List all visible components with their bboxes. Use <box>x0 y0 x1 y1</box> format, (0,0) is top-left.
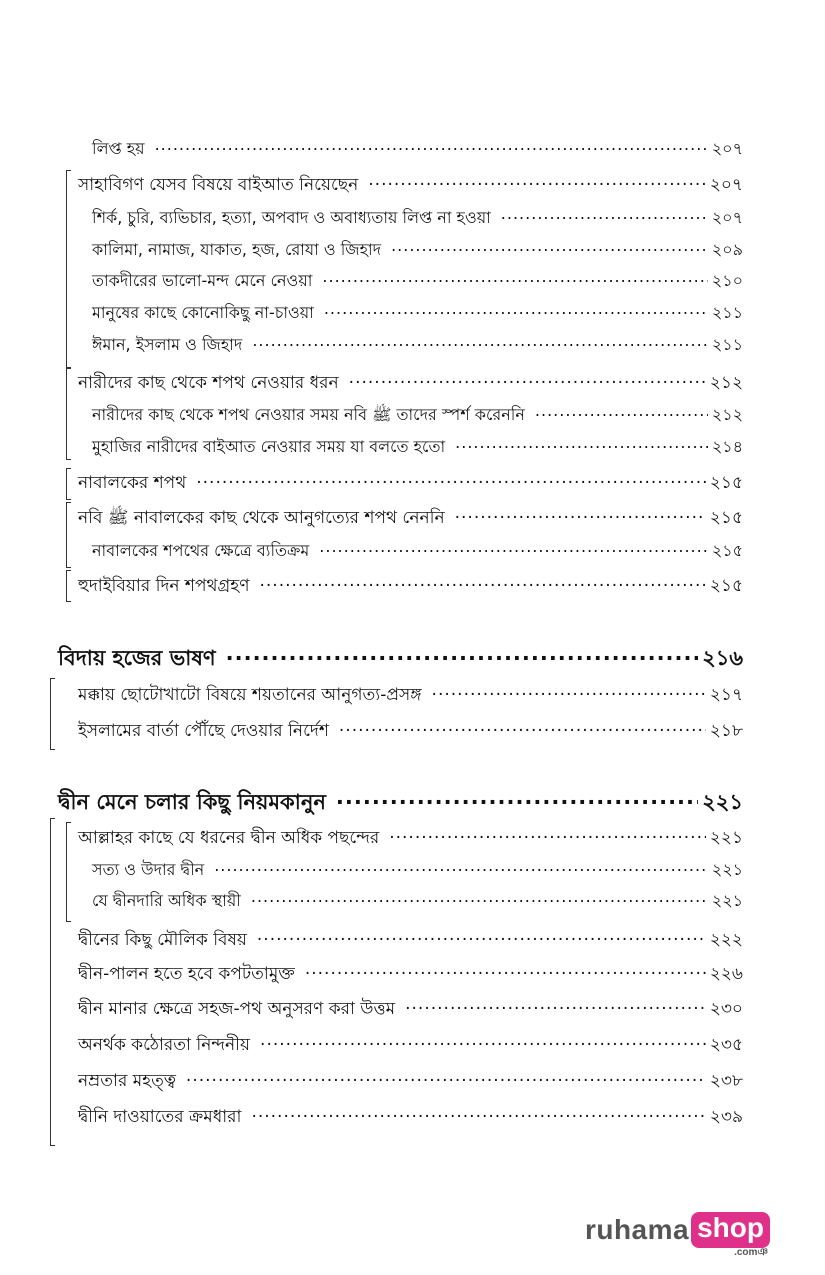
dot-leader <box>339 719 706 736</box>
dot-leader <box>501 207 708 223</box>
dot-leader <box>389 826 706 843</box>
toc-entry[interactable] <box>92 300 743 327</box>
entry-title: দ্বীনের কিছু মৌলিক বিষয় <box>78 930 247 950</box>
entry-title: দ্বীন মানার ক্ষেত্রে সহজ-পথ অনুসরণ করা উত্তম <box>78 999 396 1019</box>
toc-entry[interactable] <box>92 402 743 429</box>
dot-leader <box>336 788 698 809</box>
entry-title: দ্বীনি দাওয়াতের ক্রমধারা <box>78 1107 242 1127</box>
page-number: ২১০ <box>711 271 743 290</box>
toc-entry[interactable] <box>92 888 743 915</box>
dot-leader <box>226 644 698 665</box>
group-bracket <box>66 368 71 460</box>
entry-title: সত্য ও উদার দ্বীন <box>92 860 205 879</box>
entry-title: শির্ক, চুরি, ব্যভিচার, হত্যা, অপবাদ ও অবাধ্যতায় লিপ্ত না হওয়া <box>92 208 491 227</box>
page-number: ২১১ <box>711 335 743 354</box>
page-number: ২৩৫ <box>709 1035 743 1055</box>
entry-title: লিপ্ত হয় <box>92 139 145 158</box>
toc-entry[interactable] <box>92 434 743 461</box>
page-number: ২২১ <box>711 891 743 910</box>
toc-entry[interactable] <box>78 470 743 498</box>
entry-title: তাকদীরের ভালো-মন্দ মেনে নেওয়া <box>92 271 313 290</box>
page-number: ২১৫ <box>709 473 743 493</box>
page-number: ২১২ <box>709 373 743 393</box>
toc-entry[interactable] <box>78 573 743 601</box>
logo-text-shop: shop <box>697 1212 764 1243</box>
page-number: ২০৭ <box>709 175 743 195</box>
toc-entry[interactable] <box>92 237 743 264</box>
entry-title: নবি ﷺ নাবালকের কাছ থেকে আনুগত্যের শপথ নেননি <box>78 508 445 528</box>
logo-domain-suffix: .comঞ <box>734 1247 768 1258</box>
page-number: ২২১ <box>711 860 743 879</box>
page-number: ২১৫ <box>709 508 743 528</box>
toc-entry[interactable] <box>78 682 743 710</box>
page-number: ২৩৮ <box>709 1071 743 1091</box>
page-number: ২০৭ <box>711 208 743 227</box>
chapter-title: দ্বীন মেনে চলার কিছু নিয়মকানুন <box>58 790 326 814</box>
group-bracket <box>66 468 71 500</box>
entry-title: নাবালকের শপথ <box>78 473 187 493</box>
page-number: ২১৪ <box>711 437 743 456</box>
toc-entry[interactable] <box>78 1032 743 1060</box>
page-number: ২১২ <box>711 405 743 424</box>
entry-title: কালিমা, নামাজ, যাকাত, হজ, রোযা ও জিহাদ <box>92 240 382 259</box>
entry-title: মক্কায় ছোটোখাটো বিষয়ে শয়তানের আনুগত্য-প্রসঙ্গ <box>78 685 422 705</box>
page-number: ২৩০ <box>709 999 743 1019</box>
toc-entry[interactable] <box>78 927 743 955</box>
dot-leader <box>305 962 706 979</box>
chapter-title: বিদায় হজের ভাষণ <box>58 646 216 670</box>
page-number: ২২১ <box>709 828 743 848</box>
toc-entry[interactable] <box>78 370 743 398</box>
page-number: ২০৯ <box>711 240 743 259</box>
entry-title: নারীদের কাছ থেকে শপথ নেওয়ার সময় নবি ﷺ তাদের স্পর্শ করেননি <box>92 405 525 424</box>
dot-leader <box>322 270 707 286</box>
toc-entry[interactable] <box>92 136 743 163</box>
dot-leader <box>259 574 705 591</box>
toc-entry[interactable] <box>78 718 743 746</box>
group-bracket <box>66 502 71 568</box>
page-number: ২২১ <box>702 790 743 814</box>
dot-leader <box>155 138 708 154</box>
dot-leader <box>319 540 708 556</box>
toc-entry[interactable] <box>92 205 743 232</box>
page-number: ২১৭ <box>709 685 743 705</box>
dot-leader <box>251 1105 705 1122</box>
group-bracket <box>66 170 71 368</box>
dot-leader <box>455 506 706 523</box>
entry-title: আল্লাহর কাছে যে ধরনের দ্বীন অধিক পছন্দের <box>78 828 380 848</box>
entry-title: ইসলামের বার্তা পৌঁছে দেওয়ার নির্দেশ <box>78 721 329 741</box>
dot-leader <box>186 1069 706 1086</box>
dot-leader <box>535 404 708 420</box>
toc-entry[interactable] <box>92 332 743 359</box>
dot-leader <box>257 928 706 945</box>
dot-leader <box>251 890 708 906</box>
entry-title: মানুষের কাছে কোনোকিছু না-চাওয়া <box>92 303 314 322</box>
group-bracket <box>50 818 55 1146</box>
toc-entry[interactable] <box>92 857 743 884</box>
dot-leader <box>196 471 706 488</box>
logo-text-primary: ruhama <box>584 1214 690 1245</box>
page-number: ২১৬ <box>702 646 743 670</box>
toc-entry[interactable] <box>92 538 743 565</box>
entry-title: ঈমান, ইসলাম ও জিহাদ <box>92 335 243 354</box>
entry-title: হুদাইবিয়ার দিন শপথগ্রহণ <box>78 576 250 596</box>
publisher-logo <box>584 1212 770 1258</box>
entry-title: যে দ্বীনদারি অধিক স্থায়ী <box>92 891 241 910</box>
page-number: ২২২ <box>709 930 743 950</box>
dot-leader <box>405 997 706 1014</box>
dot-leader <box>252 334 708 350</box>
dot-leader <box>391 239 708 255</box>
group-bracket <box>66 570 71 602</box>
logo-text-highlight <box>691 1212 770 1258</box>
entry-title: দ্বীন-পালন হতে হবে কপটতামুক্ত <box>78 964 295 984</box>
group-bracket <box>66 822 71 922</box>
toc-entry[interactable] <box>78 1068 743 1096</box>
toc-entry[interactable] <box>78 172 743 200</box>
toc-entry[interactable] <box>78 961 743 989</box>
page-number: ২১১ <box>711 303 743 322</box>
entry-title: সাহাবিগণ যেসব বিষয়ে বাইআত নিয়েছেন <box>78 175 359 195</box>
page-number: ২০৭ <box>711 139 743 158</box>
dot-leader <box>214 859 708 875</box>
toc-entry[interactable] <box>92 268 743 295</box>
page-number: ২১৫ <box>711 541 743 560</box>
page-number: ২১৫ <box>709 576 743 596</box>
toc-entry[interactable] <box>78 825 743 853</box>
page-number: ২২৬ <box>709 964 743 984</box>
toc-chapter[interactable] <box>58 786 743 821</box>
dot-leader <box>324 302 708 318</box>
dot-leader <box>432 683 706 700</box>
entry-title: নারীদের কাছ থেকে শপথ নেওয়ার ধরন <box>78 373 339 393</box>
toc-entry[interactable] <box>78 1104 743 1132</box>
group-bracket <box>50 678 55 750</box>
toc-chapter[interactable] <box>58 642 743 677</box>
entry-title: অনর্থক কঠোরতা নিন্দনীয় <box>78 1035 251 1055</box>
dot-leader <box>260 1033 706 1050</box>
toc-entry[interactable] <box>78 505 743 533</box>
toc-entry[interactable] <box>78 996 743 1024</box>
entry-title: নাবালকের শপথের ক্ষেত্রে ব্যতিক্রম <box>92 541 310 560</box>
dot-leader <box>368 173 706 190</box>
entry-title: মুহাজির নারীদের বাইআত নেওয়ার সময় যা বলতে হতো <box>92 437 446 456</box>
dot-leader <box>349 371 706 388</box>
page-number: ২১৮ <box>709 721 743 741</box>
entry-title: নম্রতার মহত্ত্ব <box>78 1071 176 1091</box>
page-number: ২৩৯ <box>709 1107 743 1127</box>
dot-leader <box>455 436 708 452</box>
